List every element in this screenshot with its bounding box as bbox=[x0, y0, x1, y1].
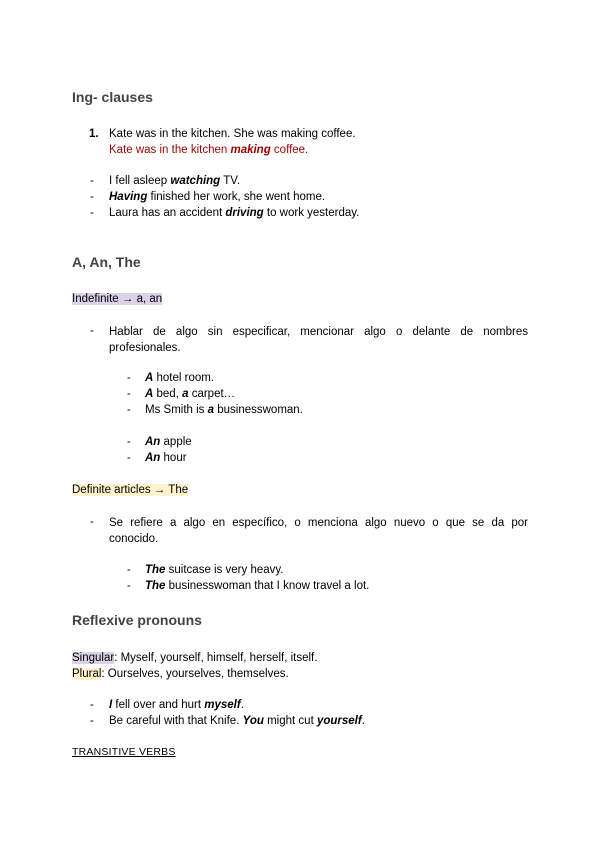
bullet: - bbox=[127, 436, 131, 448]
definite-label: Definite articles → The bbox=[72, 484, 189, 496]
bullet: - bbox=[127, 452, 131, 464]
bullet: - bbox=[127, 580, 131, 592]
list-item: The suitcase is very heavy. bbox=[145, 564, 284, 576]
example-sentence: Kate was in the kitchen. She was making coffee. bbox=[109, 128, 356, 140]
list-item: An hour bbox=[145, 452, 187, 464]
heading-ing-clauses: Ing- clauses bbox=[72, 89, 153, 105]
indefinite-label: Indefinite → a, an bbox=[72, 293, 163, 305]
bullet: - bbox=[127, 388, 131, 400]
heading-transitive-verbs: TRANSITIVE VERBS bbox=[72, 746, 176, 758]
list-item: An apple bbox=[145, 436, 192, 448]
bullet: - bbox=[90, 715, 94, 727]
example-sentence-red: Kate was in the kitchen making coffee. bbox=[109, 144, 309, 156]
list-item: The businesswoman that I know travel a lot. bbox=[145, 580, 370, 592]
bullet: - bbox=[127, 372, 131, 384]
plural-line: Plural: Ourselves, yourselves, themselves. bbox=[72, 668, 289, 680]
list-item: A hotel room. bbox=[145, 372, 215, 384]
bullet: - bbox=[90, 325, 94, 337]
heading-reflexive-pronouns: Reflexive pronouns bbox=[72, 612, 202, 628]
singular-line: Singular: Myself, yourself, himself, herself, itself. bbox=[72, 652, 318, 664]
list-item: I fell asleep watching TV. bbox=[109, 175, 241, 187]
list-item: I fell over and hurt myself. bbox=[109, 699, 244, 711]
list-item: Be careful with that Knife. You might cut yourself. bbox=[109, 715, 365, 727]
bullet: - bbox=[90, 699, 94, 711]
list-item: A bed, a carpet… bbox=[145, 388, 236, 400]
list-item: Having finished her work, she went home. bbox=[109, 191, 326, 203]
bullet: - bbox=[127, 564, 131, 576]
definite-description: Se refiere a algo en específico, o menciona algo nuevo o que se da por conocido. bbox=[109, 517, 528, 545]
bullet: - bbox=[90, 207, 94, 219]
list-number: 1. bbox=[89, 128, 99, 140]
bullet: - bbox=[90, 191, 94, 203]
bullet: - bbox=[127, 404, 131, 416]
heading-articles: A, An, The bbox=[72, 254, 141, 270]
list-item: Ms Smith is a businesswoman. bbox=[145, 404, 303, 416]
list-item: Laura has an accident driving to work yesterday. bbox=[109, 207, 360, 219]
bullet: - bbox=[90, 516, 94, 528]
indefinite-description: Hablar de algo sin especificar, mencionar algo o delante de nombres profesionales. bbox=[109, 326, 528, 354]
bullet: - bbox=[90, 175, 94, 187]
